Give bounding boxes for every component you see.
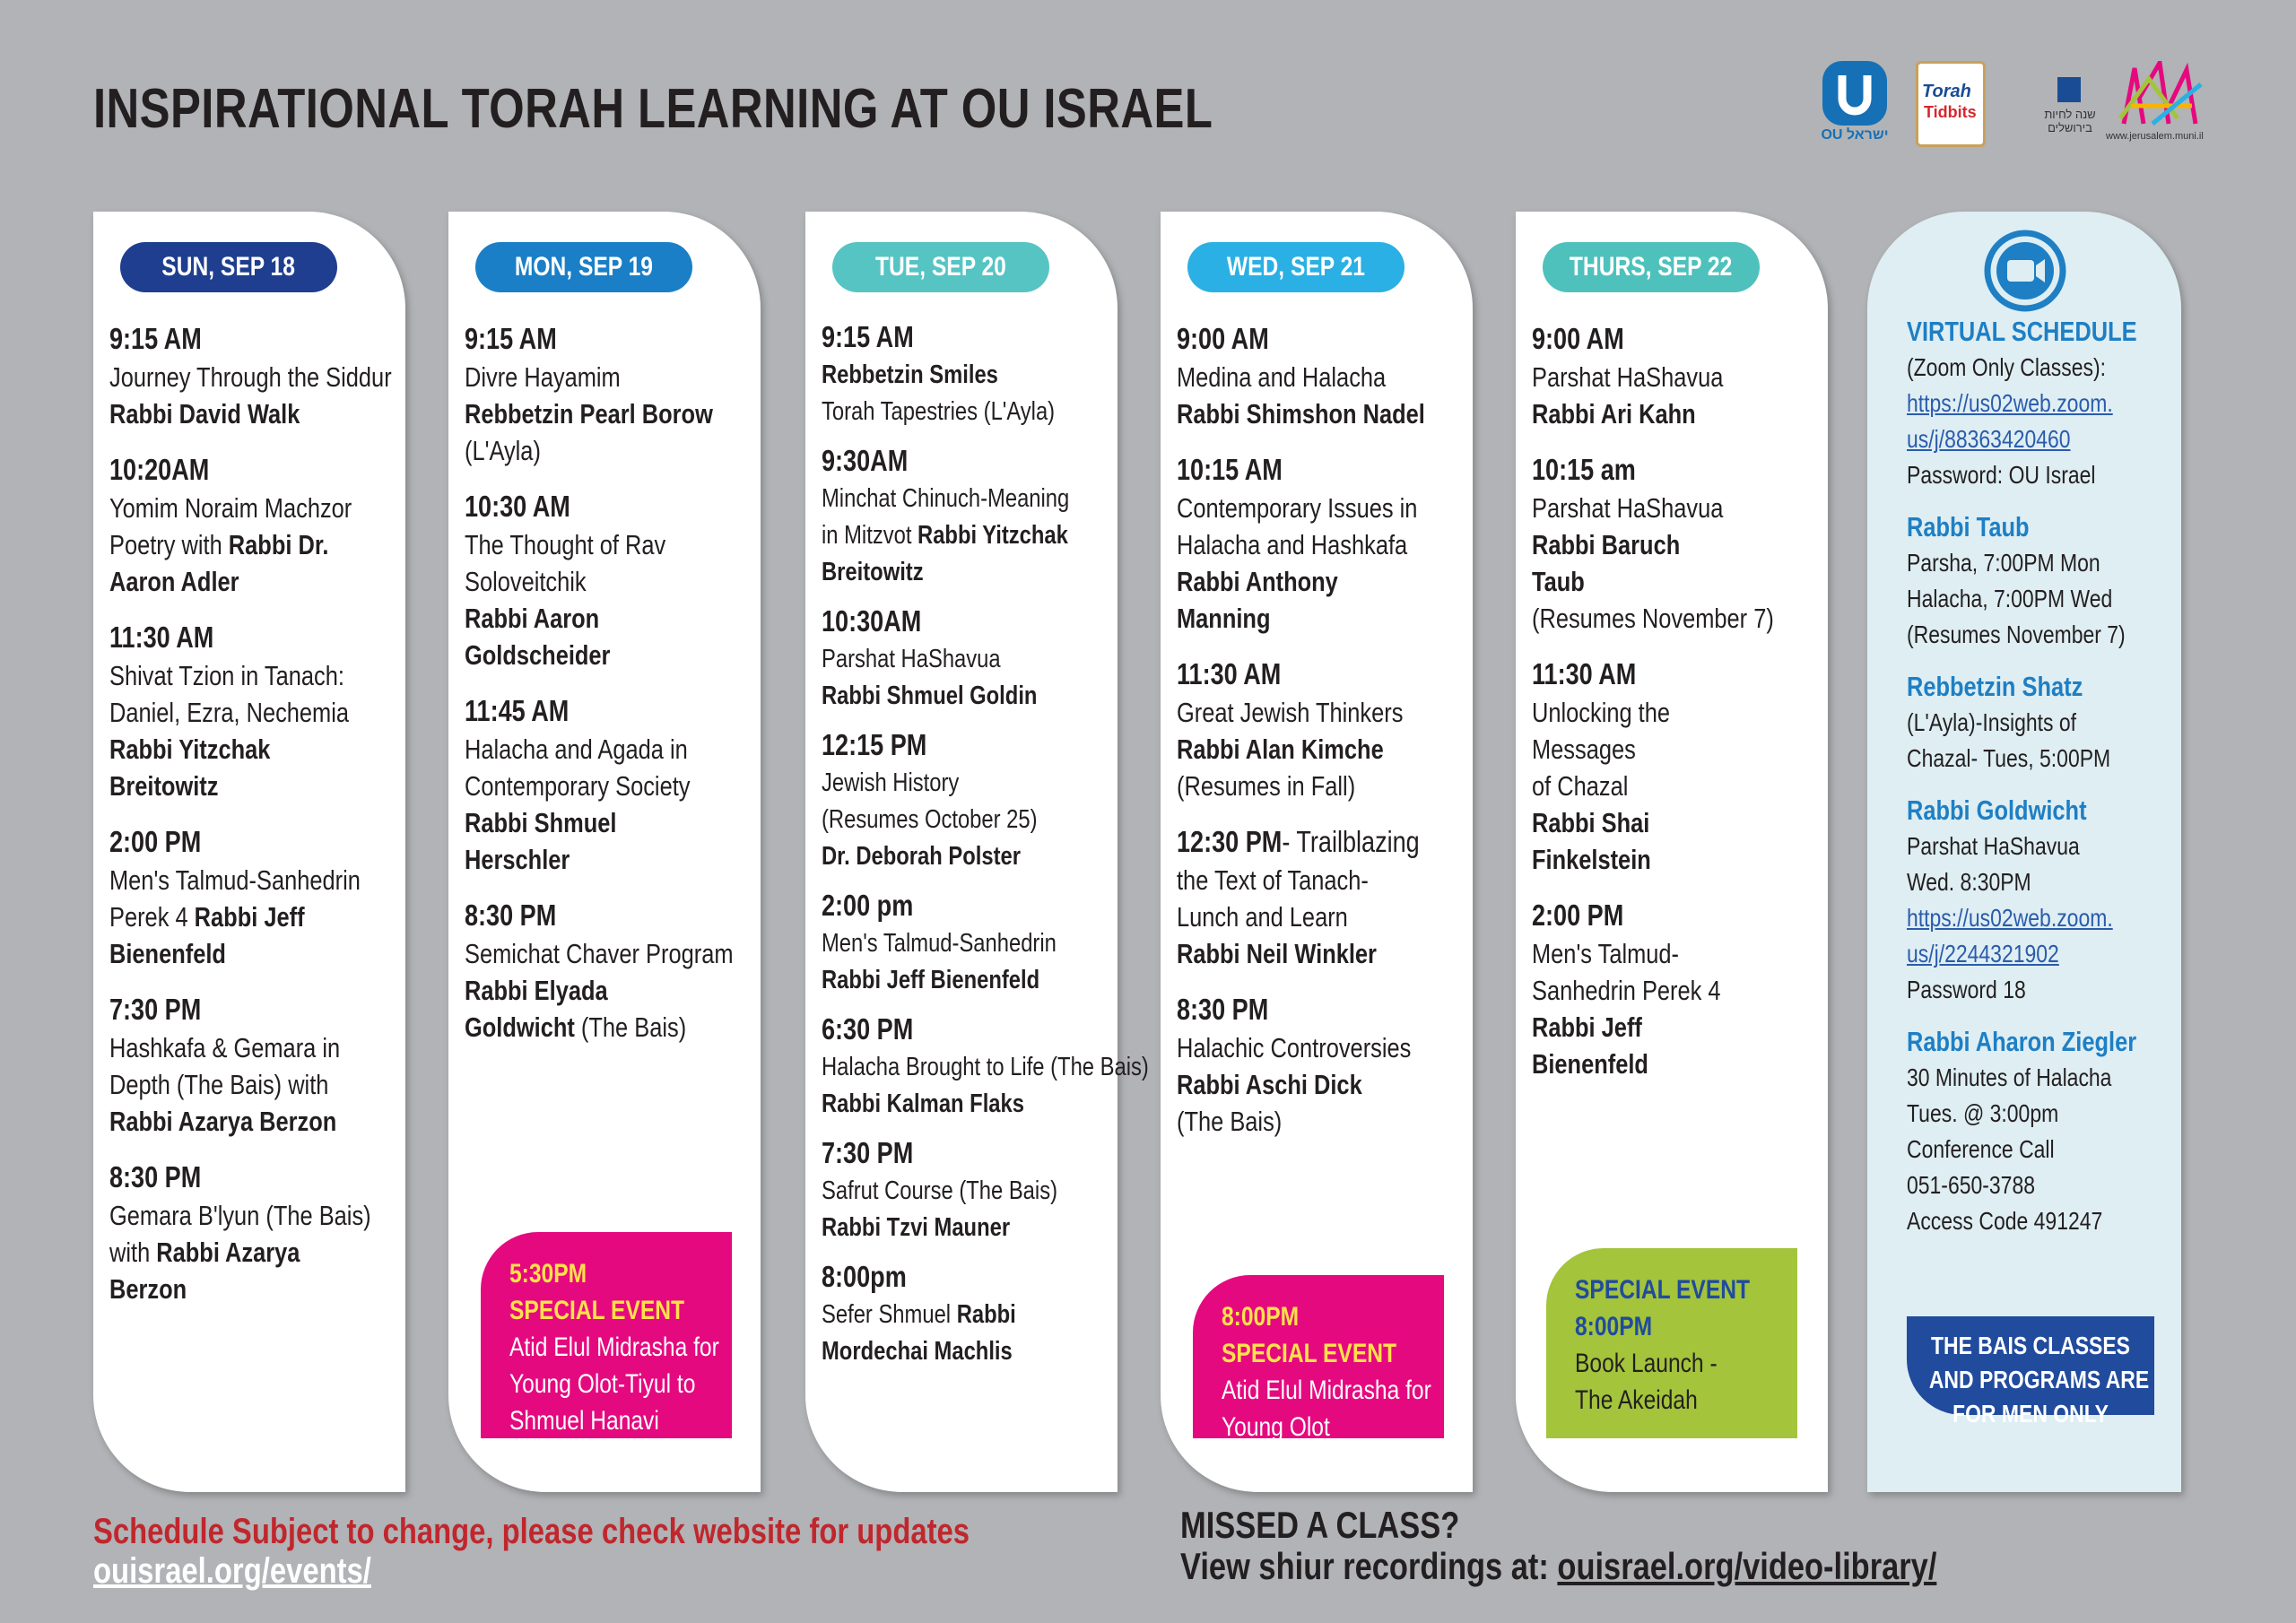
- class-detail: Parshat HaShavua: [1532, 361, 1724, 393]
- class-entry: [465, 319, 761, 469]
- special-event-text: Book Launch -: [1575, 1349, 1718, 1378]
- class-detail: Rabbi Kalman Flaks: [822, 1089, 1024, 1118]
- disclaimer-text: Schedule Subject to change, please check website for updates: [93, 1512, 970, 1551]
- virtual-zoom-link-1b[interactable]: us/j/88363420460: [1907, 425, 2071, 453]
- class-detail: (L'Ayla): [465, 435, 541, 466]
- virtual-shatz-name: Rebbetzin Shatz: [1907, 671, 2083, 702]
- class-detail: Sanhedrin Perek 4: [1532, 975, 1721, 1006]
- class-entry: [1177, 990, 1473, 1140]
- day-column: [93, 212, 405, 1492]
- class-entry: [822, 725, 1118, 875]
- class-entry: [1177, 655, 1473, 804]
- class-time: 9:30AM: [822, 444, 909, 477]
- men-only-line: FOR MEN ONLY: [1952, 1400, 2109, 1428]
- class-detail: Aaron Adler: [109, 566, 239, 597]
- class-entry: [465, 896, 761, 1046]
- class-time: 10:30AM: [822, 604, 922, 638]
- class-detail: Soloveitchik: [465, 566, 587, 597]
- class-time: 9:15 AM: [465, 322, 557, 355]
- special-event-text: The Akeidah: [1575, 1385, 1698, 1415]
- class-detail: Minchat Chinuch-Meaning: [822, 484, 1070, 513]
- class-time: 8:30 PM: [109, 1160, 202, 1193]
- class-detail: Halacha and Hashkafa: [1177, 529, 1408, 560]
- class-detail: Rabbi Neil Winkler: [1177, 938, 1377, 969]
- class-detail: Parshat HaShavua: [1532, 492, 1724, 524]
- class-detail: Rabbi Yitzchak: [109, 733, 271, 765]
- class-detail: with Rabbi Azarya: [109, 1237, 300, 1268]
- torah-tidbits-line1: Torah: [1922, 82, 1971, 101]
- recordings-line: [1180, 1546, 1936, 1587]
- day-column: [1161, 212, 1473, 1492]
- class-entry: [1532, 655, 1828, 878]
- class-detail: The Thought of Rav: [465, 529, 666, 560]
- class-detail: Rebbetzin Pearl Borow: [465, 398, 713, 430]
- class-detail: Daniel, Ezra, Nechemia: [109, 697, 350, 728]
- class-detail: Medina and Halacha: [1177, 361, 1387, 393]
- recordings-prefix: View shiur recordings at:: [1180, 1545, 1558, 1587]
- special-event-heading: SPECIAL EVENT: [509, 1296, 685, 1325]
- class-detail: Rebbetzin Smiles: [822, 360, 998, 389]
- class-detail: Men's Talmud-Sanhedrin: [109, 864, 361, 896]
- sponsor-logos: [1821, 50, 2215, 149]
- virtual-password: Password: OU Israel: [1907, 461, 2096, 489]
- virtual-taub-line: (Resumes November 7): [1907, 621, 2126, 648]
- class-entry: [1532, 896, 1828, 1082]
- class-detail: Rabbi Jeff Bienenfeld: [822, 966, 1040, 994]
- class-detail: Shivat Tzion in Tanach:: [109, 660, 344, 691]
- class-time: 9:15 AM: [109, 322, 202, 355]
- class-detail: (The Bais): [1177, 1106, 1283, 1137]
- day-label: SUN, SEP 18: [120, 242, 337, 292]
- class-time: 8:30 PM: [465, 898, 557, 932]
- class-detail: Depth (The Bais) with: [109, 1069, 329, 1100]
- class-entry: [109, 618, 405, 804]
- class-detail: Messages: [1532, 733, 1636, 765]
- page-title: INSPIRATIONAL TORAH LEARNING AT OU ISRAEL: [93, 78, 1213, 140]
- ou-logo-caption: OU ישראל: [1821, 127, 1889, 143]
- special-event-text: Atid Elul Midrasha for: [1222, 1376, 1431, 1405]
- class-detail: Poetry with Rabbi Dr.: [109, 529, 329, 560]
- class-entry: [822, 602, 1118, 715]
- class-detail: Breitowitz: [822, 558, 924, 586]
- class-entry: [109, 990, 405, 1140]
- special-event-text: Shmuel Hanavi: [509, 1406, 659, 1436]
- class-detail: Rabbi Ari Kahn: [1532, 398, 1696, 430]
- class-detail: Unlocking the: [1532, 697, 1671, 728]
- torah-tidbits-line2: Tidbits: [1924, 103, 1977, 121]
- class-entry: [465, 487, 761, 673]
- class-time: 2:00 PM: [109, 825, 202, 858]
- special-event-heading: 8:00PM: [1222, 1302, 1300, 1332]
- class-detail: Rabbi Shimshon Nadel: [1177, 398, 1425, 430]
- class-detail: of Chazal: [1532, 770, 1629, 802]
- class-detail: Rabbi Tzvi Mauner: [822, 1213, 1011, 1242]
- class-detail: Rabbi Aaron: [465, 603, 600, 634]
- class-detail: Journey Through the Siddur: [109, 361, 392, 393]
- class-detail: Contemporary Society: [465, 770, 691, 802]
- class-detail: Rabbi Azarya Berzon: [109, 1106, 337, 1137]
- class-time: 12:30 PM- Trailblazing: [1177, 825, 1420, 858]
- events-link[interactable]: ouisrael.org/events/: [93, 1551, 371, 1591]
- special-event-box: [481, 1232, 732, 1438]
- day-label: WED, SEP 21: [1187, 242, 1405, 292]
- special-event-box: [1546, 1248, 1797, 1438]
- class-entry: [109, 450, 405, 600]
- class-entry: [1177, 450, 1473, 637]
- class-time: 2:00 pm: [822, 889, 914, 922]
- class-detail: Hashkafa & Gemara in: [109, 1032, 341, 1063]
- class-detail: Rabbi Aschi Dick: [1177, 1069, 1362, 1100]
- class-detail: Herschler: [465, 844, 570, 875]
- class-detail: Torah Tapestries (L'Ayla): [822, 397, 1056, 426]
- class-detail: (Resumes November 7): [1532, 603, 1774, 634]
- special-event-heading: SPECIAL EVENT: [1222, 1339, 1397, 1368]
- class-detail: Halacha and Agada in: [465, 733, 688, 765]
- class-detail: Rabbi Alan Kimche: [1177, 733, 1384, 765]
- class-detail: Goldscheider: [465, 639, 611, 671]
- class-time: 9:00 AM: [1177, 322, 1269, 355]
- jerusalem-logo-caption: שנה לחיות בירושלים: [2044, 108, 2096, 135]
- class-detail: Contemporary Issues in: [1177, 492, 1418, 524]
- class-time: 10:15 am: [1532, 453, 1636, 486]
- class-detail: Jewish History: [822, 768, 960, 797]
- virtual-shatz-line: Chazal- Tues, 5:00PM: [1907, 744, 2111, 772]
- virtual-shatz-line: (L'Ayla)-Insights of: [1907, 708, 2076, 736]
- class-detail: Lunch and Learn: [1177, 901, 1348, 933]
- class-detail: Mordechai Machlis: [822, 1337, 1013, 1366]
- virtual-goldwicht-line: Wed. 8:30PM: [1907, 868, 2031, 896]
- class-detail: Goldwicht (The Bais): [465, 1011, 687, 1043]
- class-entry: [1177, 822, 1473, 972]
- day-column: [1516, 212, 1828, 1492]
- virtual-goldwicht-password: Password 18: [1907, 976, 2026, 1003]
- class-time: 2:00 PM: [1532, 898, 1624, 932]
- virtual-ziegler-line: Access Code 491247: [1907, 1207, 2103, 1235]
- special-event-box: [1193, 1275, 1444, 1442]
- class-detail: Halacha Brought to Life (The Bais): [822, 1053, 1149, 1081]
- class-time: 7:30 PM: [822, 1136, 914, 1169]
- class-detail: Rabbi Baruch: [1532, 529, 1681, 560]
- class-detail: Sefer Shmuel Rabbi: [822, 1300, 1016, 1329]
- class-time: 6:30 PM: [822, 1012, 914, 1046]
- men-only-notice: [1907, 1316, 2154, 1428]
- class-time: 12:15 PM: [822, 728, 927, 761]
- class-detail: Berzon: [109, 1273, 187, 1305]
- class-entry: [1177, 319, 1473, 432]
- virtual-schedule-title: VIRTUAL SCHEDULE: [1907, 316, 2137, 347]
- class-detail: Rabbi Shai: [1532, 807, 1650, 838]
- virtual-goldwicht-name: Rabbi Goldwicht: [1907, 794, 2087, 826]
- class-time: 8:30 PM: [1177, 993, 1269, 1026]
- class-time: 10:30 AM: [465, 490, 570, 523]
- class-detail: Manning: [1177, 603, 1271, 634]
- class-detail: Bienenfeld: [109, 938, 226, 969]
- class-entry: [822, 1133, 1118, 1246]
- class-time: 11:45 AM: [465, 694, 570, 727]
- class-entry: [109, 1158, 405, 1307]
- video-library-link[interactable]: ouisrael.org/video-library/: [1557, 1545, 1937, 1587]
- day-column: [805, 212, 1149, 1492]
- virtual-ziegler-line: Tues. @ 3:00pm: [1907, 1099, 2059, 1127]
- class-entry: [109, 319, 405, 432]
- day-label: MON, SEP 19: [475, 242, 692, 292]
- class-time: 9:15 AM: [822, 320, 914, 353]
- virtual-ziegler-name: Rabbi Aharon Ziegler: [1907, 1026, 2137, 1057]
- virtual-taub-line: Halacha, 7:00PM Wed: [1907, 585, 2113, 612]
- recordings-notice: [1180, 1505, 2103, 1587]
- special-event-text: Young Olot: [1222, 1412, 1330, 1442]
- class-entry: [465, 691, 761, 878]
- day-label: TUE, SEP 20: [832, 242, 1049, 292]
- virtual-intro: (Zoom Only Classes):: [1907, 353, 2106, 381]
- class-detail: Finkelstein: [1532, 844, 1651, 875]
- class-entry: [109, 822, 405, 972]
- class-detail: (Resumes in Fall): [1177, 770, 1356, 802]
- class-detail: in Mitzvot Rabbi Yitzchak: [822, 521, 1068, 550]
- virtual-taub-name: Rabbi Taub: [1907, 511, 2030, 542]
- class-detail: Divre Hayamim: [465, 361, 621, 393]
- class-time: 11:30 AM: [109, 621, 214, 654]
- class-detail: Halachic Controversies: [1177, 1032, 1412, 1063]
- class-detail: Men's Talmud-: [1532, 938, 1680, 969]
- class-detail: Perek 4 Rabbi Jeff: [109, 901, 305, 933]
- virtual-taub-line: Parsha, 7:00PM Mon: [1907, 549, 2100, 577]
- zoom-video-icon: [1984, 230, 2066, 312]
- class-detail: Rabbi David Walk: [109, 398, 300, 430]
- class-time: 8:00pm: [822, 1260, 907, 1293]
- class-entry: [822, 1010, 1149, 1123]
- class-detail: Breitowitz: [109, 770, 219, 802]
- class-time: 10:20AM: [109, 453, 210, 486]
- schedule-disclaimer: [93, 1512, 1161, 1591]
- ou-logo-icon: [1821, 59, 1889, 127]
- class-detail: Rabbi Elyada: [465, 975, 608, 1006]
- class-detail: Gemara B'lyun (The Bais): [109, 1200, 371, 1231]
- class-entry: [1532, 319, 1828, 432]
- class-entry: [822, 1257, 1118, 1370]
- class-entry: [822, 317, 1118, 430]
- class-detail: Yomim Noraim Machzor: [109, 492, 352, 524]
- class-detail: Safrut Course (The Bais): [822, 1176, 1058, 1205]
- jerusalem-municipality-logo: [2034, 61, 2222, 147]
- class-detail: the Text of Tanach-: [1177, 864, 1369, 896]
- virtual-zoom-link-2[interactable]: https://us02web.zoom.: [1907, 904, 2113, 932]
- men-only-line: THE BAIS CLASSES: [1931, 1332, 2130, 1359]
- class-detail: Rabbi Jeff: [1532, 1011, 1642, 1043]
- class-entry: [1532, 450, 1828, 637]
- class-detail: (Resumes October 25): [822, 805, 1038, 834]
- special-event-text: Atid Elul Midrasha for: [509, 1332, 719, 1362]
- class-detail: Dr. Deborah Polster: [822, 842, 1022, 871]
- class-time: 9:00 AM: [1532, 322, 1624, 355]
- special-event-heading: SPECIAL EVENT: [1575, 1275, 1751, 1305]
- class-detail: Rabbi Anthony: [1177, 566, 1338, 597]
- ou-israel-logo: [1821, 59, 1889, 149]
- torah-tidbits-logo: [1916, 61, 1986, 147]
- missed-class-heading: MISSED A CLASS?: [1180, 1504, 1460, 1546]
- virtual-schedule-card: [1867, 212, 2181, 1492]
- jerusalem-logo-url: www.jerusalem.muni.il: [2106, 131, 2204, 142]
- class-detail: Parshat HaShavua: [822, 645, 1001, 673]
- special-event-heading: 5:30PM: [509, 1259, 587, 1289]
- virtual-zoom-link-1[interactable]: https://us02web.zoom.: [1907, 389, 2113, 417]
- class-detail: Rabbi Shmuel: [465, 807, 617, 838]
- class-time: 7:30 PM: [109, 993, 202, 1026]
- virtual-ziegler-line: 051-650-3788: [1907, 1171, 2035, 1199]
- special-event-heading: 8:00PM: [1575, 1312, 1653, 1341]
- class-detail: Taub: [1532, 566, 1585, 597]
- day-column: [448, 212, 761, 1492]
- virtual-zoom-link-2b[interactable]: us/j/2244321902: [1907, 940, 2059, 968]
- virtual-goldwicht-line: Parshat HaShavua: [1907, 832, 2080, 860]
- class-detail: Great Jewish Thinkers: [1177, 697, 1404, 728]
- class-entry: [822, 886, 1118, 999]
- class-detail: Men's Talmud-Sanhedrin: [822, 929, 1057, 958]
- class-detail: Semichat Chaver Program: [465, 938, 734, 969]
- virtual-ziegler-line: Conference Call: [1907, 1135, 2055, 1163]
- special-event-text: Young Olot-Tiyul to: [509, 1369, 696, 1399]
- day-label: THURS, SEP 22: [1543, 242, 1760, 292]
- class-time: 10:15 AM: [1177, 453, 1283, 486]
- men-only-line: AND PROGRAMS ARE: [1928, 1366, 2150, 1393]
- class-time: 11:30 AM: [1532, 657, 1637, 690]
- class-detail: Rabbi Shmuel Goldin: [822, 681, 1038, 710]
- class-detail: Bienenfeld: [1532, 1048, 1648, 1080]
- class-entry: [822, 441, 1118, 591]
- class-time: 11:30 AM: [1177, 657, 1282, 690]
- virtual-ziegler-line: 30 Minutes of Halacha: [1907, 1063, 2112, 1091]
